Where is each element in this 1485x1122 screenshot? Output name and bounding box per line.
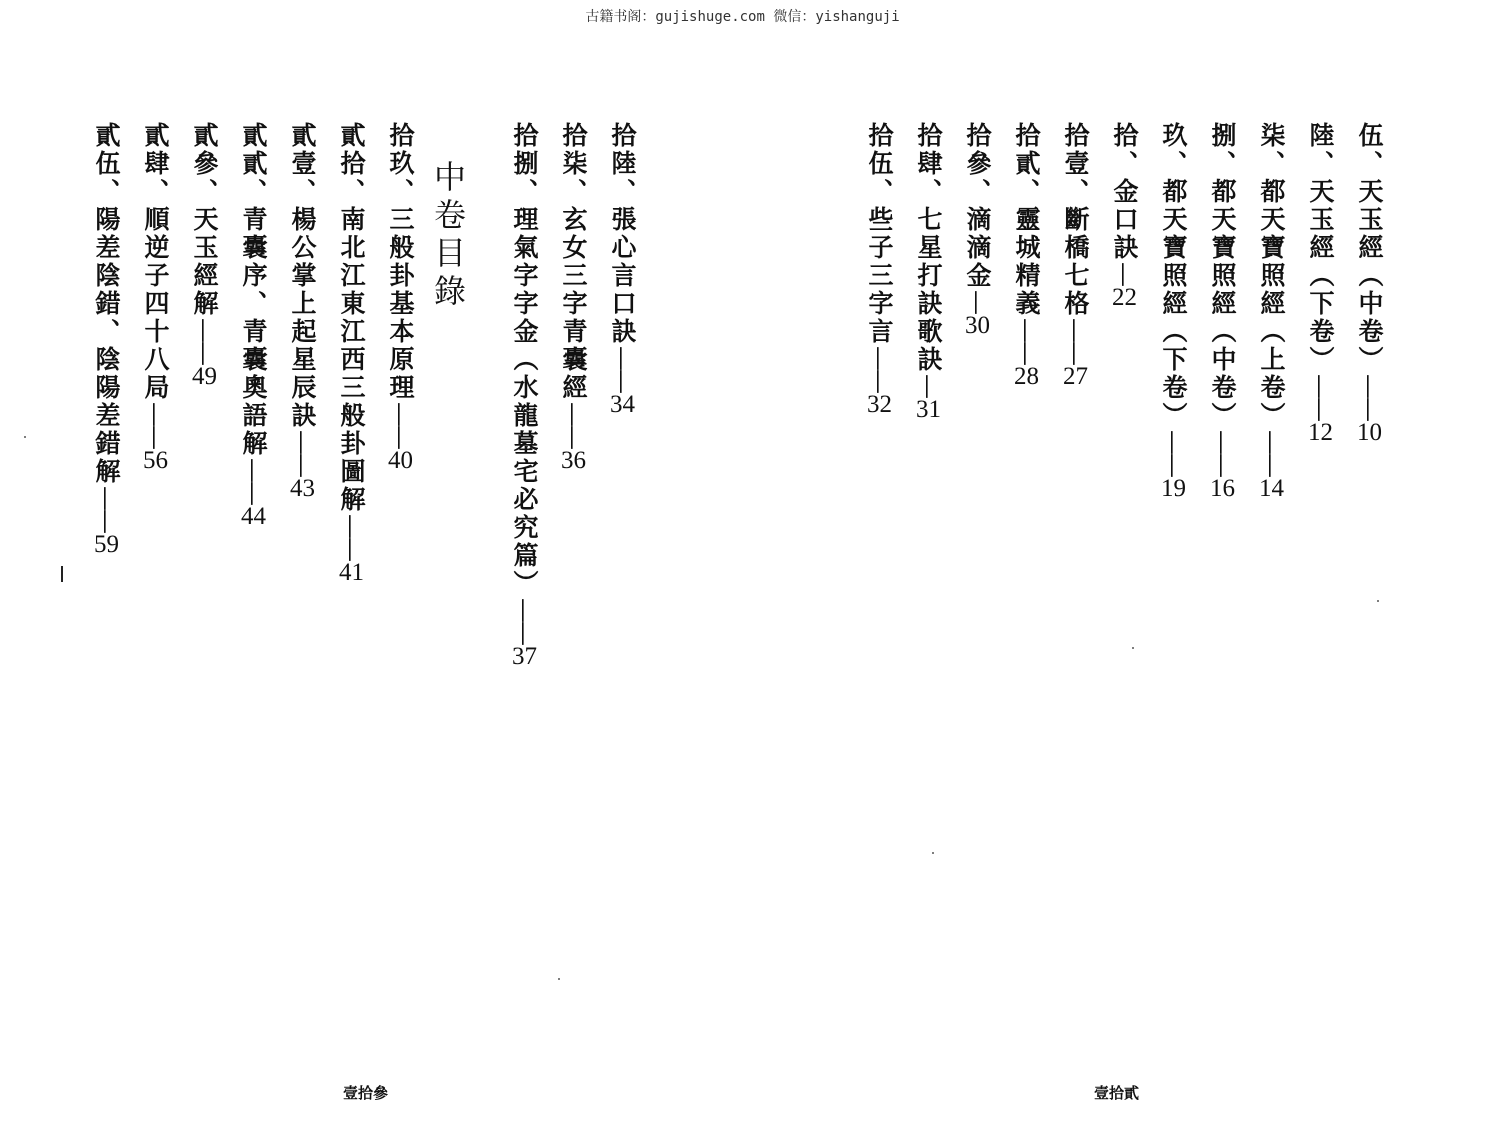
toc-entry-leader: —— (865, 346, 894, 392)
toc-entry-leader: —— (559, 402, 588, 448)
toc-entry (388, 122, 413, 473)
toc-entry-page: 14 (1259, 476, 1284, 501)
toc-entry-title: 貳參、天玉經解 (190, 122, 219, 318)
toc-entry-page: 40 (388, 448, 413, 473)
toc-entry-leader: —— (1012, 318, 1041, 364)
scan-speck (24, 436, 26, 438)
toc-entry-title: 貳肆、順逆子四十八局 (141, 122, 170, 402)
toc-entry-leader: —— (386, 402, 415, 448)
toc-entry-leader: —— (510, 598, 539, 644)
toc-entry-leader: —— (1061, 318, 1090, 364)
page-folio: 壹拾貳 (1094, 1084, 1140, 1102)
toc-entry (610, 122, 635, 417)
toc-entry (916, 122, 941, 422)
toc-entry (1014, 122, 1039, 389)
toc-entry-leader: —— (1355, 374, 1384, 420)
toc-entry (1259, 122, 1284, 501)
toc-entry-leader: —— (1257, 430, 1286, 476)
scan-speck (1132, 647, 1134, 649)
toc-entry-title: 拾玖、三般卦基本原理 (386, 122, 415, 402)
toc-entry-title: 拾陸、張心言口訣 (608, 122, 637, 346)
scan-speck (1377, 600, 1379, 602)
toc-entry (290, 122, 315, 501)
toc-entry-title: 貳壹、楊公掌上起星辰訣 (288, 122, 317, 430)
toc-entry-title: 拾貳、靈城精義 (1012, 122, 1041, 318)
toc-entry-title: 伍、天玉經（中卷） (1355, 122, 1384, 374)
toc-entry (561, 122, 586, 473)
toc-entry (339, 122, 364, 585)
toc-entry-page: 41 (339, 560, 364, 585)
toc-entry-page: 59 (94, 532, 119, 557)
scan-mark (61, 566, 63, 582)
toc-entry-page: 30 (965, 313, 990, 338)
toc-entry-title: 拾、金口訣 (1110, 122, 1139, 262)
toc-entry-leader: —— (1306, 374, 1335, 420)
toc-entry-page: 19 (1161, 476, 1186, 501)
toc-entry (241, 122, 266, 529)
page-folio: 壹拾參 (343, 1084, 389, 1102)
toc-entry-leader: — (963, 290, 992, 313)
toc-entry-title: 拾肆、七星打訣歌訣 (914, 122, 943, 374)
toc-entry-title: 陸、天玉經（下卷） (1306, 122, 1335, 374)
toc-entry-page: 22 (1112, 285, 1137, 310)
toc-entry-title: 拾參、滴滴金 (963, 122, 992, 290)
toc-entry-page: 37 (512, 644, 537, 669)
toc-entry-leader: —— (288, 430, 317, 476)
toc-entry-page: 27 (1063, 364, 1088, 389)
toc-entry-leader: — (914, 374, 943, 397)
toc-entry-page: 28 (1014, 364, 1039, 389)
toc-entry-leader: —— (92, 486, 121, 532)
toc-entry-page: 34 (610, 392, 635, 417)
toc-entry (192, 122, 217, 389)
toc-entry-title: 貳貳、青囊序、青囊奧語解 (239, 122, 268, 458)
section-heading: 中卷目錄 (429, 160, 467, 312)
toc-entry (1357, 122, 1382, 445)
toc-entry (512, 122, 537, 669)
toc-entry-page: 16 (1210, 476, 1235, 501)
toc-entry (1063, 122, 1088, 389)
toc-entry-leader: —— (1208, 430, 1237, 476)
toc-entry-title: 貳伍、陽差陰錯、陰陽差錯解 (92, 122, 121, 486)
toc-entry-page: 31 (916, 397, 941, 422)
toc-entry-title: 柒、都天寶照經（上卷） (1257, 122, 1286, 430)
toc-entry-page: 12 (1308, 420, 1333, 445)
toc-entry-page: 32 (867, 392, 892, 417)
toc-entry (965, 122, 990, 338)
toc-entry (143, 122, 168, 473)
toc-entry-title: 拾伍、些子三字言 (865, 122, 894, 346)
toc-entry (867, 122, 892, 417)
toc-entry-page: 44 (241, 504, 266, 529)
toc-entry-title: 拾捌、理氣字字金（水龍墓宅必究篇） (510, 122, 539, 598)
toc-entry (1210, 122, 1235, 501)
toc-entry-page: 56 (143, 448, 168, 473)
toc-entry-page: 10 (1357, 420, 1382, 445)
toc-entry-title: 貳拾、南北江東江西三般卦圖解 (337, 122, 366, 514)
toc-entry-leader: —— (190, 318, 219, 364)
toc-entry-leader: — (1110, 262, 1139, 285)
toc-entry-page: 49 (192, 364, 217, 389)
toc-entry (1308, 122, 1333, 445)
toc-entry-leader: —— (239, 458, 268, 504)
toc-entry-page: 36 (561, 448, 586, 473)
toc-entry (1112, 122, 1137, 310)
toc-entry-leader: —— (608, 346, 637, 392)
toc-entry-title: 拾壹、斷橋七格 (1061, 122, 1090, 318)
toc-entry (94, 122, 119, 557)
scan-speck (558, 978, 560, 980)
toc-entry-leader: —— (337, 514, 366, 560)
toc-entry-leader: —— (141, 402, 170, 448)
watermark-text: 古籍书阁：gujishuge.com 微信：yishanguji (585, 9, 900, 25)
toc-entry-title: 玖、都天寶照經（下卷） (1159, 122, 1188, 430)
toc-entry-title: 捌、都天寶照經（中卷） (1208, 122, 1237, 430)
toc-entry-title: 拾柒、玄女三字青囊經 (559, 122, 588, 402)
toc-entry-leader: —— (1159, 430, 1188, 476)
toc-entry-page: 43 (290, 476, 315, 501)
toc-entry (1161, 122, 1186, 501)
scan-speck (932, 852, 934, 854)
